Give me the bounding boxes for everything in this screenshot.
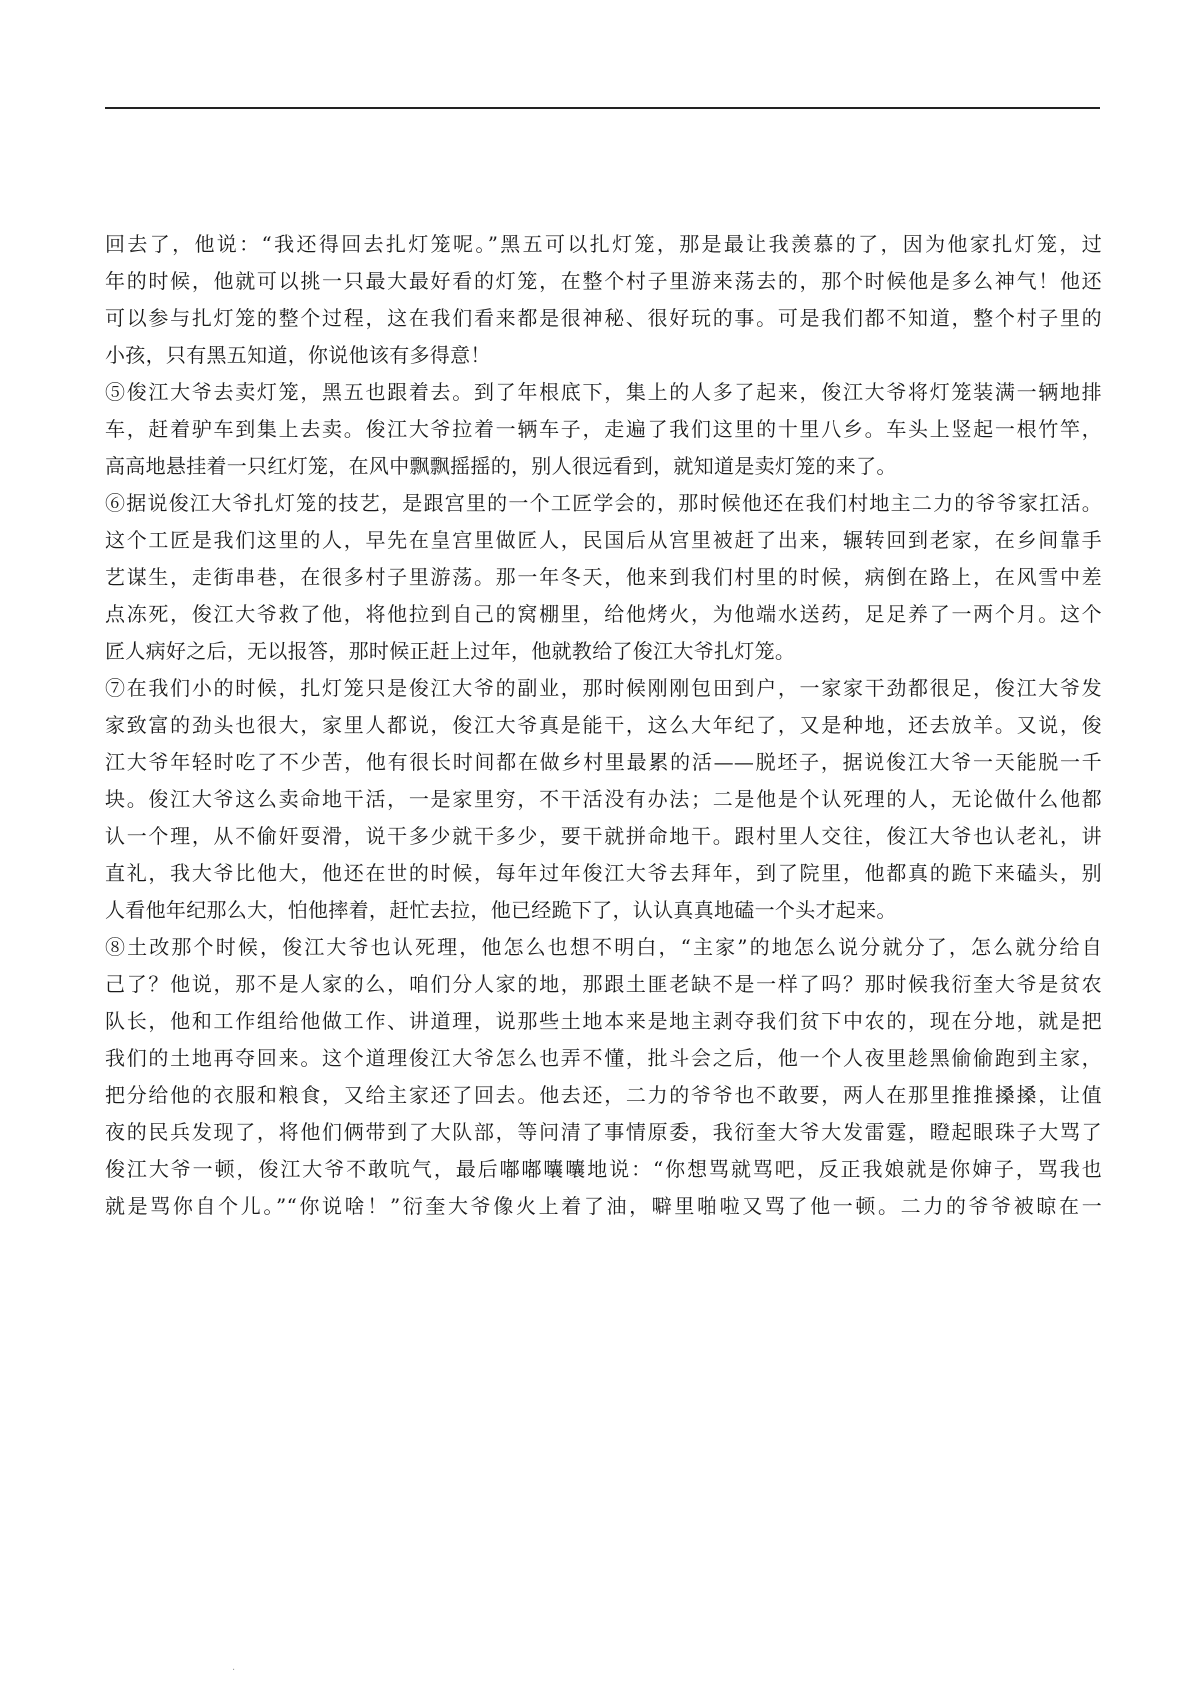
text-line: 直礼，我大爷比他大，他还在世的时候，每年过年俊江大爷去拜年，到了院里，他都真的跪下来磕头，别 <box>105 861 1102 885</box>
text-line: 可以参与扎灯笼的整个过程，这在我们看来都是很神秘、很好玩的事。可是我们都不知道，整个村子里的 <box>105 306 1102 330</box>
text-line: 年的时候，他就可以挑一只最大最好看的灯笼，在整个村子里游来荡去的，那个时候他是多么神气！他还 <box>105 269 1102 293</box>
paragraph-7 <box>105 670 1102 929</box>
text-line: 家致富的劲头也很大，家里人都说，俊江大爷真是能干，这么大年纪了，又是种地，还去放羊。又说，俊 <box>105 713 1102 737</box>
text-line: ⑥据说俊江大爷扎灯笼的技艺，是跟宫里的一个工匠学会的，那时候他还在我们村地主二力的爷爷家扛活。 <box>105 491 1102 515</box>
text-line: 认一个理，从不偷奸耍滑，说干多少就干多少，要干就拼命地干。跟村里人交往，俊江大爷也认老礼，讲 <box>105 824 1102 848</box>
footer-mark: · <box>232 1665 236 1676</box>
text-line: 点冻死，俊江大爷救了他，将他拉到自己的窝棚里，给他烤火，为他端水送药，足足养了一两个月。这个 <box>105 602 1102 626</box>
text-line: 夜的民兵发现了，将他们俩带到了大队部，等问清了事情原委，我衍奎大爷大发雷霆，瞪起眼珠子大骂了 <box>105 1120 1102 1144</box>
text-line: 队长，他和工作组给他做工作、讲道理，说那些土地本来是地主剥夺我们贫下中农的，现在分地，就是把 <box>105 1009 1102 1033</box>
text-line: 俊江大爷一顿，俊江大爷不敢吭气，最后嘟嘟囔囔地说：“你想骂就骂吧，反正我娘就是你婶子，骂我也 <box>105 1157 1102 1181</box>
text-line: 己了？他说，那不是人家的么，咱们分人家的地，那跟土匪老缺不是一样了吗？那时候我衍奎大爷是贫农 <box>105 972 1102 996</box>
header-rule <box>105 107 1100 109</box>
text-line: 这个工匠是我们这里的人，早先在皇宫里做匠人，民国后从宫里被赶了出来，辗转回到老家，在乡间靠手 <box>105 528 1102 552</box>
text-line: 人看他年纪那么大，怕他摔着，赶忙去拉，他已经跪下了，认认真真地磕一个头才起来。 <box>105 898 897 922</box>
text-line: ⑧土改那个时候，俊江大爷也认死理，他怎么也想不明白，“主家”的地怎么说分就分了，怎么就分给自 <box>105 935 1102 959</box>
text-line: ⑦在我们小的时候，扎灯笼只是俊江大爷的副业，那时候刚刚包田到户，一家家干劲都很足，俊江大爷发 <box>105 676 1102 700</box>
text-line: 小孩，只有黑五知道，你说他该有多得意！ <box>105 343 491 367</box>
text-line: 艺谋生，走街串巷，在很多村子里游荡。那一年冬天，他来到我们村里的时候，病倒在路上，在风雪中差 <box>105 565 1102 589</box>
text-line: ⑤俊江大爷去卖灯笼，黑五也跟着去。到了年根底下，集上的人多了起来，俊江大爷将灯笼装满一辆地排 <box>105 380 1102 404</box>
text-line: 回去了，他说：“我还得回去扎灯笼呢。”黑五可以扎灯笼，那是最让我羡慕的了，因为他家扎灯笼，过 <box>105 232 1102 256</box>
text-line: 江大爷年轻时吃了不少苦，他有很长时间都在做乡村里最累的活——脱坯子，据说俊江大爷一天能脱一千 <box>105 750 1102 774</box>
text-line: 匠人病好之后，无以报答，那时候正赶上过年，他就教给了俊江大爷扎灯笼。 <box>105 639 796 663</box>
text-line: 高高地悬挂着一只红灯笼，在风中飘飘摇摇的，别人很远看到，就知道是卖灯笼的来了。 <box>105 454 897 478</box>
paragraph-8 <box>105 929 1102 1225</box>
text-line: 就是骂你自个儿。”“你说啥！”衍奎大爷像火上着了油，噼里啪啦又骂了他一顿。二力的爷爷被晾在一 <box>105 1194 1102 1218</box>
text-line: 把分给他的衣服和粮食，又给主家还了回去。他去还，二力的爷爷也不敢要，两人在那里推推搡搡，让值 <box>105 1083 1102 1107</box>
paragraph-6 <box>105 485 1102 670</box>
text-line: 我们的土地再夺回来。这个道理俊江大爷怎么也弄不懂，批斗会之后，他一个人夜里趁黑偷偷跑到主家， <box>105 1046 1102 1070</box>
paragraph-5 <box>105 374 1102 485</box>
text-line: 车，赶着驴车到集上去卖。俊江大爷拉着一辆车子，走遍了我们这里的十里八乡。车头上竖起一根竹竿， <box>105 417 1102 441</box>
text-line: 块。俊江大爷这么卖命地干活，一是家里穷，不干活没有办法；二是他是个认死理的人，无论做什么他都 <box>105 787 1102 811</box>
document-body <box>105 226 1102 1225</box>
paragraph-1 <box>105 226 1102 374</box>
